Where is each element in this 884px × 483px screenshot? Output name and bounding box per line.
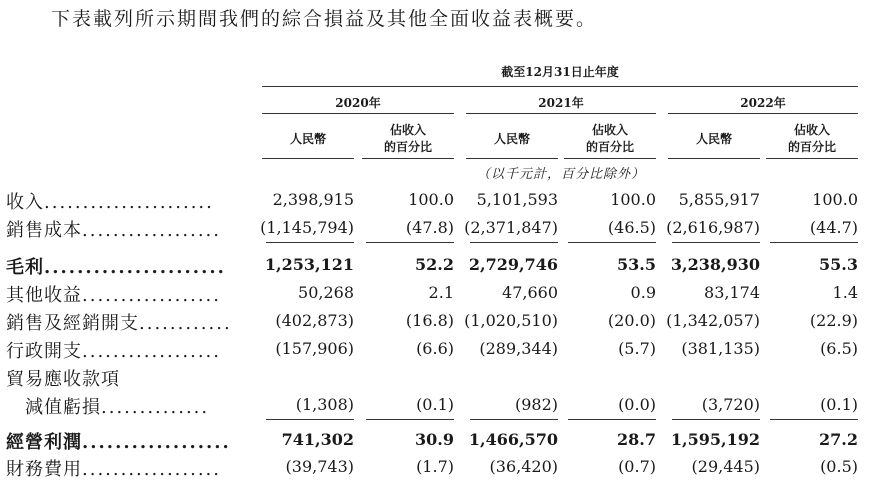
row-label-text: 貿易應收款項 <box>6 369 120 390</box>
cell-value: (982) <box>514 395 558 414</box>
cell-value: 2,398,915 <box>272 190 354 209</box>
leader-dots: .................. <box>82 341 221 362</box>
row-label-text: 銷售成本 <box>6 220 82 241</box>
cell-value: 100.0 <box>812 190 858 209</box>
leader-dots: .................. <box>82 220 221 241</box>
row-label-text: 減值虧損 <box>6 397 101 418</box>
cell-value: 83,174 <box>704 283 760 302</box>
subtotal-rule <box>568 419 656 420</box>
col-pct-2021: 佔收入 的百分比 <box>585 123 634 154</box>
colhdr-rule <box>668 158 760 159</box>
col-currency-2021: 人民幣 <box>493 132 530 146</box>
colhdr-rule <box>564 158 656 159</box>
cell-value: 1.4 <box>832 283 858 302</box>
row-label-text: 毛利 <box>6 257 44 278</box>
cell-value: 1,253,121 <box>264 255 354 274</box>
row-label <box>6 337 221 363</box>
row-label <box>6 393 209 419</box>
cell-value: (46.5) <box>607 218 656 237</box>
cell-value: 100.0 <box>610 190 656 209</box>
row-label <box>6 428 231 454</box>
cell-value: (3,720) <box>701 395 760 414</box>
cell-value: (47.8) <box>405 218 454 237</box>
cell-value: (39,743) <box>285 457 354 476</box>
leader-dots: .................. <box>82 459 221 480</box>
cell-value: 741,302 <box>281 430 354 449</box>
cell-value: 47,660 <box>502 283 558 302</box>
subtotal-rule <box>266 419 354 420</box>
cell-value: (0.0) <box>618 395 656 414</box>
subtotal-rule <box>470 419 558 420</box>
col-currency-2020: 人民幣 <box>289 132 326 146</box>
cell-value: 55.3 <box>819 255 858 274</box>
row-label <box>6 455 221 481</box>
cell-value: (157,906) <box>275 339 354 358</box>
row-label-text: 財務費用 <box>6 459 82 480</box>
intro-text: 下表載列所示期間我們的綜合損益及其他全面收益表概要。 <box>51 8 598 30</box>
cell-value: (22.9) <box>809 311 858 330</box>
year-2021: 2021年 <box>538 96 584 110</box>
row-label <box>6 309 232 335</box>
year-rule-2022 <box>668 113 858 114</box>
leader-dots: ............ <box>139 313 232 334</box>
cell-value: (29,445) <box>691 457 760 476</box>
cell-value: 52.2 <box>415 255 454 274</box>
subtotal-rule <box>568 242 656 243</box>
row-label-text: 行政開支 <box>6 341 82 362</box>
col-pct-2020: 佔收入 的百分比 <box>383 123 432 154</box>
header-rule <box>262 86 858 87</box>
cell-value: 5,855,917 <box>678 190 760 209</box>
col-pct-2022: 佔收入 的百分比 <box>787 123 836 154</box>
row-label <box>6 365 120 391</box>
unit-note: （以千元計，百分比除外） <box>476 167 645 182</box>
row-label-text: 其他收益 <box>6 285 82 306</box>
cell-value: (289,344) <box>479 339 558 358</box>
cell-value: (0.1) <box>820 395 858 414</box>
cell-value: 2,729,746 <box>468 255 558 274</box>
cell-value: 5,101,593 <box>476 190 558 209</box>
cell-value: 100.0 <box>408 190 454 209</box>
col-currency-2022: 人民幣 <box>695 132 732 146</box>
cell-value: (0.7) <box>618 457 656 476</box>
subtotal-rule <box>770 242 858 243</box>
year-rule-2020 <box>262 113 454 114</box>
subtotal-rule <box>366 419 454 420</box>
year-2022: 2022年 <box>740 96 786 110</box>
cell-value: 1,466,570 <box>468 430 558 449</box>
row-label <box>6 216 221 242</box>
cell-value: 53.5 <box>617 255 656 274</box>
leader-dots: .................. <box>82 285 221 306</box>
subtotal-rule <box>672 242 760 243</box>
cell-value: 27.2 <box>819 430 858 449</box>
row-label-text: 經營利潤 <box>6 432 82 453</box>
subtotal-rule <box>266 242 354 243</box>
cell-value: (0.1) <box>416 395 454 414</box>
cell-value: (1,020,510) <box>464 311 558 330</box>
period-header: 截至12月31日止年度 <box>501 65 619 79</box>
subtotal-rule <box>672 419 760 420</box>
leader-dots: .............. <box>101 397 210 418</box>
cell-value: (1,342,057) <box>666 311 760 330</box>
cell-value: 2.1 <box>428 283 454 302</box>
cell-value: (16.8) <box>405 311 454 330</box>
row-label-text: 收入 <box>6 192 44 213</box>
cell-value: 1,595,192 <box>670 430 760 449</box>
row-label <box>6 281 221 307</box>
cell-value: (1,308) <box>295 395 354 414</box>
subtotal-rule <box>770 419 858 420</box>
leader-dots: .................. <box>82 432 231 453</box>
leader-dots: ...................... <box>44 257 226 278</box>
colhdr-rule <box>262 158 354 159</box>
cell-value: (2,616,987) <box>666 218 760 237</box>
cell-value: (381,135) <box>681 339 760 358</box>
cell-value: (1.7) <box>416 457 454 476</box>
cell-value: 50,268 <box>298 283 354 302</box>
colhdr-rule <box>362 158 454 159</box>
cell-value: (402,873) <box>275 311 354 330</box>
cell-value: (0.5) <box>820 457 858 476</box>
cell-value: (2,371,847) <box>464 218 558 237</box>
cell-value: (6.5) <box>820 339 858 358</box>
colhdr-rule <box>766 158 858 159</box>
subtotal-rule <box>470 242 558 243</box>
year-2020: 2020年 <box>335 96 381 110</box>
subtotal-rule <box>366 242 454 243</box>
cell-value: 0.9 <box>630 283 656 302</box>
cell-value: 28.7 <box>617 430 656 449</box>
cell-value: (20.0) <box>607 311 656 330</box>
cell-value: (6.6) <box>416 339 454 358</box>
cell-value: (1,145,794) <box>260 218 354 237</box>
leader-dots: ...................... <box>44 192 214 213</box>
cell-value: 3,238,930 <box>670 255 760 274</box>
cell-value: (5.7) <box>618 339 656 358</box>
year-rule-2021 <box>466 113 656 114</box>
row-label-text: 銷售及經銷開支 <box>6 313 139 334</box>
cell-value: (44.7) <box>809 218 858 237</box>
colhdr-rule <box>466 158 558 159</box>
cell-value: 30.9 <box>415 430 454 449</box>
row-label <box>6 188 214 214</box>
row-label <box>6 253 226 279</box>
cell-value: (36,420) <box>489 457 558 476</box>
